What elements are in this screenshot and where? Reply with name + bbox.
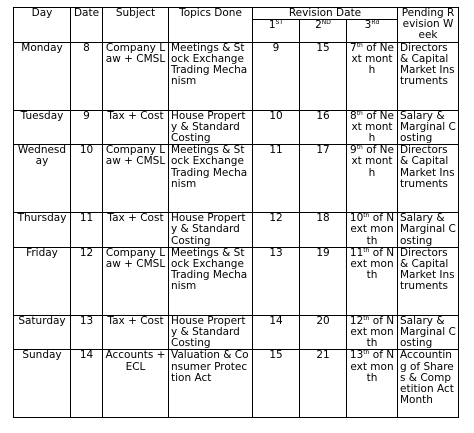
date-cell: 9	[71, 110, 103, 145]
pending-revision-cell: Salary & Marginal Costing	[398, 110, 459, 145]
revision-3rd-day: 13	[349, 349, 364, 362]
revision-2nd-cell: 18	[300, 213, 347, 248]
table-row	[14, 213, 459, 248]
revision-3rd-suffix: th	[363, 212, 370, 220]
header-revision-1st: 1ST	[253, 20, 300, 42]
subject-cell: Tax + Cost	[103, 315, 169, 350]
revision-3rd-text: of Next month	[350, 246, 395, 282]
revision-3rd-day: 10	[349, 212, 364, 225]
date-cell: 13	[71, 315, 103, 350]
date-cell: 10	[71, 145, 103, 213]
day-cell: Thursday	[14, 213, 71, 248]
revision-1st-cell: 9	[253, 42, 300, 110]
revision-2nd-cell: 21	[300, 350, 347, 418]
revision-schedule-table	[13, 7, 459, 418]
revision-1st-cell: 11	[253, 145, 300, 213]
revision-3rd-text: of Next month	[350, 349, 395, 384]
revision-3rd-suffix: th	[363, 246, 370, 254]
day-cell: Monday	[14, 42, 71, 110]
revision-2nd-cell: 20	[300, 315, 347, 350]
table-row	[14, 42, 459, 110]
day-cell: Sunday	[14, 350, 71, 418]
topics-cell: House Property & Standard Costing	[169, 315, 253, 350]
header-revision-3rd: 3Rd	[347, 20, 398, 42]
date-cell: 8	[71, 42, 103, 110]
revision-2nd-cell: 17	[300, 145, 347, 213]
day-cell: Friday	[14, 247, 71, 315]
topics-cell: Meetings & Stock Exchange Trading Mechanism	[169, 145, 253, 213]
topics-cell: House Property & Standard Costing	[169, 213, 253, 248]
day-cell: Wednesday	[14, 145, 71, 213]
subject-cell: Company Law + CMSL	[103, 145, 169, 213]
topics-cell: Meetings & Stock Exchange Trading Mechanism	[169, 42, 253, 110]
table-row	[14, 350, 459, 418]
revision-3rd-text: of Next month	[351, 41, 394, 77]
day-cell: Tuesday	[14, 110, 71, 145]
pending-revision-cell: Directors & Capital Market Instruments	[398, 247, 459, 315]
revision-1st-cell: 12	[253, 213, 300, 248]
revision-3rd-suffix: th	[363, 349, 370, 357]
revision-3rd-day: 9	[350, 144, 357, 157]
pending-revision-cell: Directors & Capital Market Instruments	[398, 42, 459, 110]
revision-3rd-text: of Next month	[350, 314, 395, 350]
revision-3rd-text: of Next month	[350, 212, 395, 247]
header-day: Day	[14, 8, 71, 43]
pending-revision-cell: Salary & Marginal Costing	[398, 315, 459, 350]
revision-3rd-cell	[347, 42, 398, 110]
subject-cell: Tax + Cost	[103, 213, 169, 248]
header-topics-done: Topics Done	[169, 8, 253, 43]
revision-1st-cell: 15	[253, 350, 300, 418]
revision-3rd-suffix: th	[363, 314, 370, 322]
revision-3rd-day: 7	[350, 41, 357, 54]
revision-3rd-cell	[347, 213, 398, 248]
revision-2nd-cell: 16	[300, 110, 347, 145]
revision-3rd-day: 11	[349, 246, 364, 259]
revision-3rd-suffix: th	[356, 41, 363, 49]
revision-1st-cell: 10	[253, 110, 300, 145]
header-pending-revision-week: Pending Revision Week	[398, 8, 459, 43]
date-cell: 12	[71, 247, 103, 315]
subject-cell: Company Law + CMSL	[103, 42, 169, 110]
revision-3rd-cell	[347, 247, 398, 315]
table-row	[14, 110, 459, 145]
revision-3rd-suffix: th	[356, 109, 363, 117]
header-revision-date: Revision Date	[253, 8, 398, 20]
schedule-body	[14, 42, 459, 418]
topics-cell: House Property & Standard Costing	[169, 110, 253, 145]
pending-revision-cell: Directors & Capital Market Instruments	[398, 145, 459, 213]
revision-3rd-cell	[347, 145, 398, 213]
header-subject: Subject	[103, 8, 169, 43]
topics-cell: Meetings & Stock Exchange Trading Mechanism	[169, 247, 253, 315]
revision-3rd-day: 8	[350, 109, 357, 122]
revision-3rd-day: 12	[349, 314, 364, 327]
revision-3rd-text: of Next month	[351, 109, 394, 145]
revision-3rd-suffix: th	[356, 144, 363, 152]
header-revision-2nd: 2ND	[300, 20, 347, 42]
day-cell: Saturday	[14, 315, 71, 350]
subject-cell: Tax + Cost	[103, 110, 169, 145]
revision-3rd-cell	[347, 110, 398, 145]
revision-3rd-cell	[347, 350, 398, 418]
date-cell: 11	[71, 213, 103, 248]
date-cell: 14	[71, 350, 103, 418]
table-row	[14, 145, 459, 213]
revision-3rd-text: of Next month	[351, 144, 394, 179]
revision-2nd-cell: 19	[300, 247, 347, 315]
revision-2nd-cell: 15	[300, 42, 347, 110]
revision-1st-cell: 13	[253, 247, 300, 315]
pending-revision-cell: Salary & Marginal Costing	[398, 213, 459, 248]
subject-cell: Accounts + ECL	[103, 350, 169, 418]
table-row	[14, 247, 459, 315]
revision-1st-cell: 14	[253, 315, 300, 350]
table-row	[14, 315, 459, 350]
topics-cell: Valuation & Consumer Protection Act	[169, 350, 253, 418]
revision-3rd-cell	[347, 315, 398, 350]
subject-cell: Company Law + CMSL	[103, 247, 169, 315]
pending-revision-cell: Accounting of Shares & Competition Act Month	[398, 350, 459, 418]
schedule-container	[13, 7, 459, 418]
header-date: Date	[71, 8, 103, 43]
